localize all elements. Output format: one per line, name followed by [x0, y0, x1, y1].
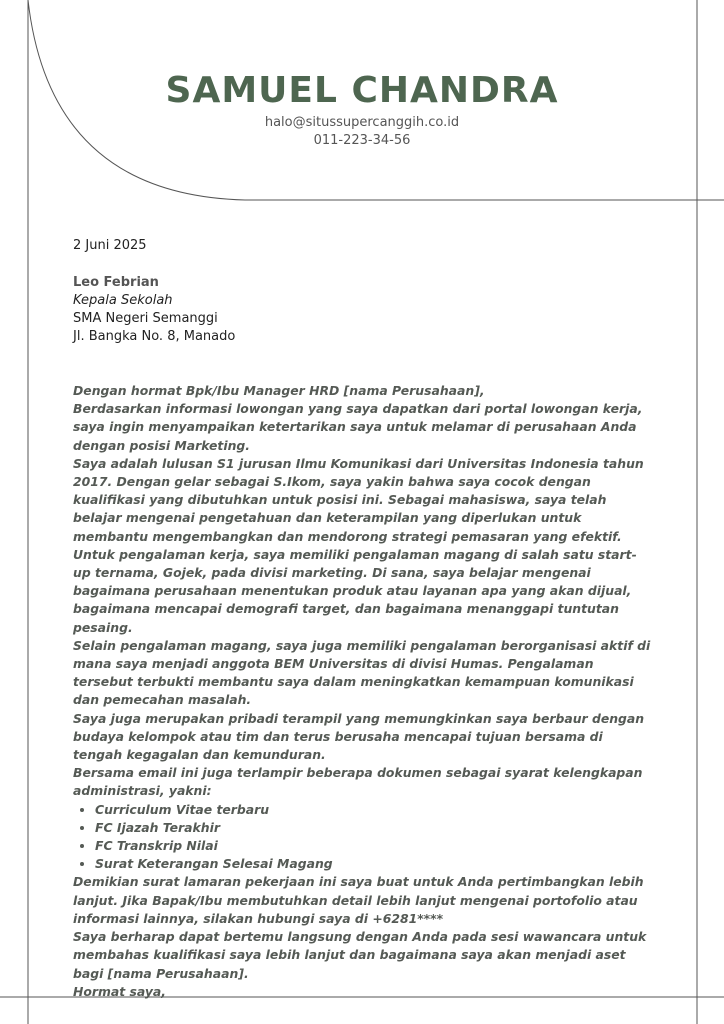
letter-paragraph: Saya berharap dapat bertemu langsung dengan Anda pada sesi wawancara untuk membahas kualifikasi saya lebih lanjut dan bagaimana saya akan menjadi aset bagi [nama Perusahaan]. — [73, 929, 647, 981]
sender-email: halo@situssupercanggih.co.id — [264, 115, 460, 130]
letter-paragraph: Selain pengalaman magang, saya juga memiliki pengalaman berorganisasi aktif di mana saya menjadi anggota BEM Universitas di divisi Humas. Pengalaman tersebut terbukti membantu saya dalam meningkatkan kemampuan komunikasi dan pemecahan masalah. — [73, 637, 651, 708]
letter-paragraph: Demikian surat lamaran pekerjaan ini saya buat untuk Anda pertimbangkan lebih lanjut. Jika Bapak/Ibu membutuhkan detail lebih lanjut mengenai portofolio atau informasi lainnya, silakan hubungi saya di +6281**** — [73, 874, 644, 926]
recipient-address: Jl. Bangka No. 8, Manado — [73, 329, 236, 344]
letter-body — [73, 382, 653, 1001]
letter-paragraph: Bersama email ini juga terlampir beberapa dokumen sebagai syarat kelengkapan administrasi, yakni: — [73, 765, 643, 799]
letter-paragraph: Saya juga merupakan pribadi terampil yang memungkinkan saya berbaur dengan budaya kelompok atau tim dan terus berusaha mencapai tujuan bersama di tengah kegagalan dan kemunduran. — [73, 710, 645, 763]
letter-paragraph: Berdasarkan informasi lowongan yang saya dapatkan dari portal lowongan kerja, saya ingin menyampaikan ketertarikan saya untuk melamar di perusahaan Anda dengan posisi Marketing. — [73, 401, 643, 453]
attachment-item: • Curriculum Vitae terbaru — [95, 801, 653, 819]
recipient-block — [73, 274, 235, 346]
letter-header — [0, 70, 724, 150]
sender-name: SAMUEL CHANDRA — [165, 70, 559, 111]
attachment-item: • Surat Keterangan Selesai Magang — [95, 855, 653, 873]
letter-closing: Hormat saya, — [73, 983, 167, 999]
recipient-title: Kepala Sekolah — [73, 293, 173, 308]
letter-paragraph: Saya adalah lulusan S1 jurusan Ilmu Komunikasi dari Universitas Indonesia tahun 2017. Dengan gelar sebagai S.Ikom, saya yakin bahwa saya cocok dengan kualifikasi yang dibutuhkan untuk posisi ini. Sebagai mahasiswa, saya telah belajar mengenai pengetahuan dan keterampilan yang diperlukan untuk membantu mengembangkan dan mendorong strategi pemasaran yang efektif. — [73, 455, 644, 544]
letter-paragraph: Dengan hormat Bpk/Ibu Manager HRD [nama Perusahaan], — [73, 383, 485, 398]
attachment-list — [73, 801, 653, 874]
letter-date: 2 Juni 2025 — [73, 238, 147, 253]
attachment-item: • FC Ijazah Terakhir — [95, 819, 653, 837]
recipient-organization: SMA Negeri Semanggi — [73, 311, 218, 326]
attachment-item: • FC Transkrip Nilai — [95, 837, 653, 855]
sender-phone: 011-223-34-56 — [313, 133, 411, 148]
recipient-name: Leo Febrian — [73, 275, 159, 290]
letter-paragraph: Untuk pengalaman kerja, saya memiliki pengalaman magang di salah satu start-up ternama, Gojek, pada divisi marketing. Di sana, saya belajar mengenai bagaimana perusahaan menentukan produk atau layanan apa yang akan dijual, bagaimana mencapai demografi target, dan bagaimana menanggapi tuntutan pesaing. — [73, 546, 637, 635]
